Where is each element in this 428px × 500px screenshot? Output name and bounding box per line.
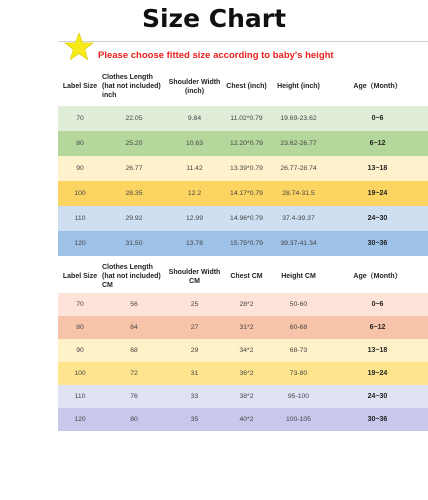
table-row xyxy=(58,156,428,181)
table-cell: 68-73 xyxy=(289,347,308,354)
table-cell: 120 xyxy=(74,416,86,423)
table-cell: 33 xyxy=(190,393,199,400)
table-cell: 28*2 xyxy=(239,301,254,308)
header-height: Height (inch) xyxy=(270,67,327,106)
table-cell: 27 xyxy=(190,324,199,331)
table-cell: 11.02*0.79 xyxy=(230,115,263,122)
table-cell: 37.4-39.37 xyxy=(282,215,315,222)
table-cell: 39.37-41.34 xyxy=(280,240,317,247)
table-cell: 10.63 xyxy=(185,140,203,147)
table-header-row xyxy=(58,67,428,106)
table-cell: 26.77 xyxy=(125,165,143,172)
table-cell: 14.96*0.79 xyxy=(230,215,263,222)
table-row xyxy=(58,206,428,231)
table-cell: 28.35 xyxy=(125,190,143,197)
table-cell: 90 xyxy=(76,165,84,172)
table-cell: 70 xyxy=(76,301,84,308)
age-cell: 0~6 xyxy=(371,115,384,122)
table-cell: 9.84 xyxy=(187,115,202,122)
table-row xyxy=(58,293,428,316)
header-age: Age（Month） xyxy=(327,67,428,106)
table-cell: 56 xyxy=(130,301,138,308)
table-cell: 110 xyxy=(74,393,86,400)
page-title: Size Chart xyxy=(141,4,287,33)
table-cell: 12.99 xyxy=(185,215,203,222)
table-cell: 28.74-31.5 xyxy=(282,190,315,197)
table-cell: 29.92 xyxy=(125,215,143,222)
size-notice: Please choose fitted size according to baby's height xyxy=(98,50,334,61)
age-cell: 24~30 xyxy=(367,215,388,222)
header-chest: Chest CM xyxy=(223,260,270,293)
table-cell: 80 xyxy=(76,324,84,331)
table-cell: 95-100 xyxy=(287,393,310,400)
age-cell: 19~24 xyxy=(367,370,388,377)
table-cell: 110 xyxy=(74,215,86,222)
header-age: Age（Month） xyxy=(327,260,428,293)
table-cell: 25.20 xyxy=(125,140,143,147)
star-icon xyxy=(64,32,94,62)
age-cell: 24~30 xyxy=(367,393,388,400)
table-row xyxy=(58,131,428,156)
table-cell: 31 xyxy=(190,370,199,377)
inch-size-table xyxy=(58,67,428,256)
table-row xyxy=(58,106,428,131)
table-cell: 31.50 xyxy=(125,240,143,247)
header-clothes-length: Clothes Length (hat not included) inch xyxy=(102,67,166,106)
table-row xyxy=(58,408,428,431)
table-cell: 38*2 xyxy=(239,393,254,400)
table-cell: 73-80 xyxy=(289,370,308,377)
cm-size-table xyxy=(58,260,428,431)
header-shoulder-width: Shoulder Width (inch) xyxy=(166,67,223,106)
table-cell: 22.05 xyxy=(125,115,143,122)
age-cell: 0~6 xyxy=(371,301,384,308)
table-cell: 72 xyxy=(130,370,138,377)
table-cell: 80 xyxy=(130,416,138,423)
table-cell: 34*2 xyxy=(239,347,254,354)
table-cell: 35 xyxy=(190,416,199,423)
table-cell: 90 xyxy=(76,347,84,354)
table-cell: 100 xyxy=(74,370,86,377)
table-row xyxy=(58,181,428,206)
age-cell: 6~12 xyxy=(369,140,386,147)
table-cell: 100 xyxy=(74,190,86,197)
table-row xyxy=(58,316,428,339)
table-cell: 13.78 xyxy=(185,240,203,247)
table-cell: 64 xyxy=(130,324,138,331)
table-cell: 70 xyxy=(76,115,84,122)
table-cell: 31*2 xyxy=(239,324,254,331)
table-cell: 68 xyxy=(130,347,138,354)
age-cell: 6~12 xyxy=(369,324,386,331)
table-cell: 60-68 xyxy=(289,324,308,331)
table-cell: 12.20*0.79 xyxy=(230,140,263,147)
age-cell: 30~36 xyxy=(367,416,388,423)
table-cell: 120 xyxy=(74,240,86,247)
table-cell: 40*2 xyxy=(239,416,254,423)
table-cell: 25 xyxy=(190,301,199,308)
table-cell: 19.69-23.62 xyxy=(280,115,317,122)
table-cell: 13.39*0.79 xyxy=(230,165,263,172)
table-cell: 12.2 xyxy=(187,190,202,197)
table-cell: 14.17*0.79 xyxy=(230,190,263,197)
header-label-size: Label Size xyxy=(58,67,102,106)
table-row xyxy=(58,231,428,256)
table-cell: 36*2 xyxy=(239,370,254,377)
header-label-size: Label Size xyxy=(58,260,102,293)
header-height: Height CM xyxy=(270,260,327,293)
age-cell: 13~18 xyxy=(367,165,388,172)
header-shoulder-width: Shoulder Width CM xyxy=(166,260,223,293)
age-cell: 13~18 xyxy=(367,347,388,354)
table-row xyxy=(58,385,428,408)
table-cell: 80 xyxy=(76,140,84,147)
table-cell: 23.62-26.77 xyxy=(280,140,317,147)
table-row xyxy=(58,362,428,385)
age-cell: 19~24 xyxy=(367,190,388,197)
header-chest: Chest (inch) xyxy=(223,67,270,106)
table-cell: 100-105 xyxy=(286,416,311,423)
table-cell: 50-60 xyxy=(289,301,308,308)
table-cell: 29 xyxy=(190,347,199,354)
table-row xyxy=(58,339,428,362)
table-cell: 15.75*0.79 xyxy=(230,240,263,247)
table-cell: 11.42 xyxy=(186,165,203,172)
age-cell: 30~36 xyxy=(367,240,388,247)
table-cell: 26.77-28.74 xyxy=(280,165,317,172)
table-header-row xyxy=(58,260,428,293)
table-cell: 76 xyxy=(130,393,138,400)
header-clothes-length: Clothes Length (hat not included) CM xyxy=(102,260,166,293)
divider xyxy=(58,41,428,42)
